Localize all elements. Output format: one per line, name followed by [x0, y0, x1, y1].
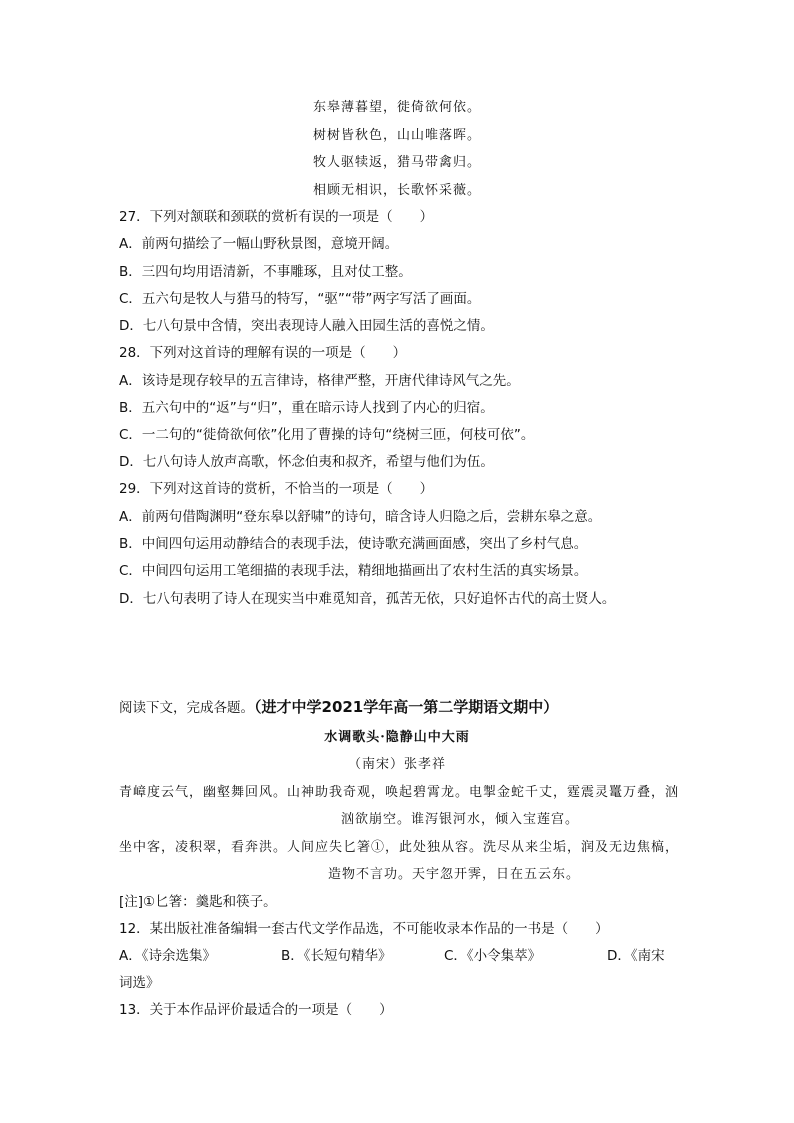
question-27-option-d: D．七八句景中含情，突出表现诗人融入田园生活的喜悦之情。 [119, 318, 494, 334]
question-12-option-d: D．《南宋 [607, 948, 665, 964]
question-28-option-d: D．七八句诗人放声高歌，怀念伯夷和叔齐，希望与他们为伍。 [119, 454, 494, 470]
poem-line: 相顾无相识，长歌怀采薇。 [312, 183, 481, 198]
poem-line: 东皋薄暮望，徙倚欲何依。 [312, 100, 481, 115]
question-27-option-a: A．前两句描绘了一幅山野秋景图，意境开阔。 [119, 236, 399, 252]
question-13-stem: 13．关于本作品评价最适合的一项是（ ） [119, 1002, 393, 1018]
ci-body-line: 青嶂度云气，幽壑舞回风。山神助我奇观，唤起碧霄龙。电掣金蛇千丈，霆震灵鼍万叠，汹 [119, 785, 680, 800]
ci-body-line: 坐中客，凌积翠，看奔洪。人间应失匕箸①，此处独从容。洗尽从来尘垢，润及无边焦槁， [119, 840, 680, 855]
question-12-option-a: A．《诗余选集》 [119, 948, 216, 964]
question-29-stem: 29．下列对这首诗的赏析，不恰当的一项是（ ） [119, 481, 434, 497]
question-12-option-b: B．《长短句精华》 [281, 948, 392, 964]
ci-body-line: 汹欲崩空。谁泻银河水，倾入宝莲宫。 [341, 812, 580, 827]
ci-title: 水调歌头·隐静山中大雨 [324, 730, 470, 745]
question-12-stem: 12．某出版社准备编辑一套古代文学作品选，不可能收录本作品的一书是（ ） [119, 921, 609, 937]
ci-body-line: 造物不言功。天宇忽开霁，日在五云东。 [328, 867, 581, 882]
question-27-stem: 27．下列对颔联和颈联的赏析有误的一项是（ ） [119, 209, 434, 225]
question-29-option-c: C．中间四句运用工笔细描的表现手法，精细地描画出了农村生活的真实场景。 [119, 563, 588, 579]
question-29-option-a: A．前两句借陶渊明“登东皋以舒啸”的诗句，暗含诗人归隐之后，尝耕东皋之意。 [119, 509, 602, 525]
question-12-option-c: C．《小令集萃》 [444, 948, 542, 964]
question-28-option-a: A．该诗是现存较早的五言律诗，格律严整，开唐代律诗风气之先。 [119, 373, 520, 389]
ci-author: （南宋）张孝祥 [347, 757, 446, 772]
question-28-stem: 28．下列对这首诗的理解有误的一项是（ ） [119, 345, 407, 361]
question-28-option-b: B．五六句中的“返”与“归”，重在暗示诗人找到了内心的归宿。 [119, 400, 494, 416]
reading-intro: 阅读下文，完成各题。 [119, 700, 254, 716]
question-27-option-c: C．五六句是牧人与猎马的特写，“驱”“带”两字写活了画面。 [119, 291, 481, 307]
reading-source: （进才中学2021学年高一第二学期语文期中） [254, 698, 559, 716]
question-29-option-d: D．七八句表明了诗人在现实当中难觅知音，孤苦无依，只好追怀古代的高士贤人。 [119, 591, 616, 607]
question-28-option-c: C．一二句的“徙倚欲何依”化用了曹操的诗句“绕树三匝，何枝可依”。 [119, 427, 535, 443]
ci-note: [注]①匕箸：羹匙和筷子。 [119, 894, 277, 910]
question-12-option-d-wrap: 词选》 [119, 975, 160, 991]
poem-line: 牧人驱犊返，猎马带禽归。 [312, 155, 481, 170]
poem-line: 树树皆秋色，山山唯落晖。 [312, 128, 481, 143]
question-29-option-b: B．中间四句运用动静结合的表现手法，使诗歌充满画面感，突出了乡村气息。 [119, 536, 588, 552]
question-27-option-b: B．三四句均用语清新，不事雕琢，且对仗工整。 [119, 264, 412, 280]
reading-intro-line [119, 696, 558, 717]
